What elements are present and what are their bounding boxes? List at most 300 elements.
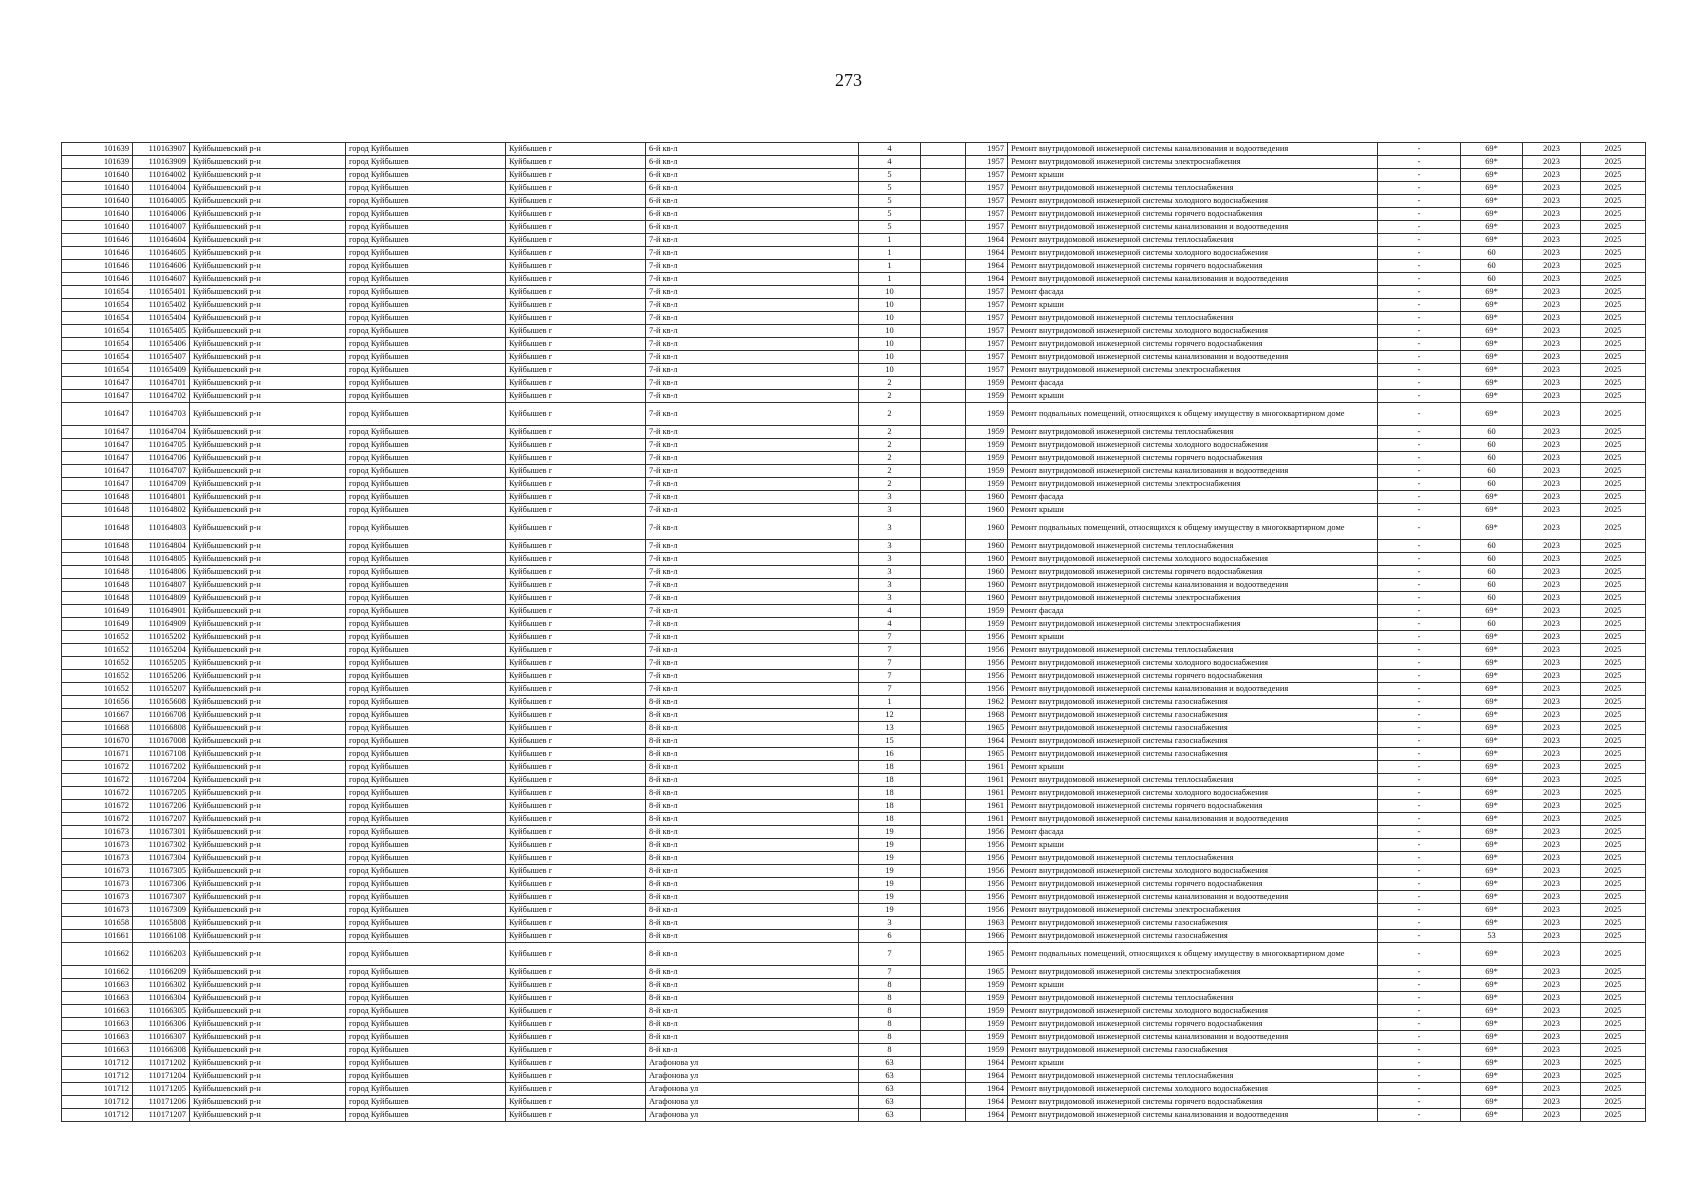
cost-value-cell: 69* [1461, 517, 1523, 540]
house-number-cell: 63 [859, 1109, 921, 1122]
cost-value-cell: 60 [1461, 273, 1523, 286]
house-number-cell: 5 [859, 169, 921, 182]
building-letter-cell [921, 338, 966, 351]
table-row [62, 1018, 1646, 1031]
house-number-cell: 16 [859, 748, 921, 761]
start-year-cell: 2023 [1523, 891, 1581, 904]
district-cell: Куйбышевский р-н [190, 439, 346, 452]
dash-value-cell: - [1378, 273, 1461, 286]
end-year-cell: 2025 [1581, 325, 1646, 338]
construction-year-cell: 1957 [966, 169, 1008, 182]
district-cell: Куйбышевский р-н [190, 221, 346, 234]
settlement-cell: город Куйбышев [346, 992, 506, 1005]
street-cell: 8-й кв-л [646, 979, 859, 992]
district-cell: Куйбышевский р-н [190, 709, 346, 722]
work-type-cell: Ремонт внутридомовой инженерной системы газоснабжения [1008, 748, 1378, 761]
start-year-cell: 2023 [1523, 878, 1581, 891]
house-number-cell: 10 [859, 338, 921, 351]
table-row [62, 208, 1646, 221]
district-cell: Куйбышевский р-н [190, 774, 346, 787]
record-number-cell: 101652 [62, 644, 133, 657]
work-code-cell: 110165202 [133, 631, 190, 644]
dash-value-cell: - [1378, 852, 1461, 865]
building-letter-cell [921, 1083, 966, 1096]
building-letter-cell [921, 1031, 966, 1044]
settlement-cell: город Куйбышев [346, 403, 506, 426]
start-year-cell: 2023 [1523, 943, 1581, 966]
table-row [62, 735, 1646, 748]
table-row [62, 299, 1646, 312]
building-letter-cell [921, 774, 966, 787]
work-type-cell: Ремонт внутридомовой инженерной системы горячего водоснабжения [1008, 566, 1378, 579]
locality-cell: Куйбышев г [506, 943, 646, 966]
street-cell: 8-й кв-л [646, 992, 859, 1005]
locality-cell: Куйбышев г [506, 966, 646, 979]
start-year-cell: 2023 [1523, 312, 1581, 325]
record-number-cell: 101654 [62, 364, 133, 377]
settlement-cell: город Куйбышев [346, 966, 506, 979]
street-cell: 8-й кв-л [646, 735, 859, 748]
building-letter-cell [921, 979, 966, 992]
construction-year-cell: 1964 [966, 234, 1008, 247]
locality-cell: Куйбышев г [506, 709, 646, 722]
settlement-cell: город Куйбышев [346, 1044, 506, 1057]
street-cell: 6-й кв-л [646, 156, 859, 169]
start-year-cell: 2023 [1523, 143, 1581, 156]
building-letter-cell [921, 325, 966, 338]
district-cell: Куйбышевский р-н [190, 644, 346, 657]
start-year-cell: 2023 [1523, 696, 1581, 709]
dash-value-cell: - [1378, 579, 1461, 592]
work-type-cell: Ремонт внутридомовой инженерной системы канализования и водоотведения [1008, 579, 1378, 592]
table-row [62, 491, 1646, 504]
table-row [62, 517, 1646, 540]
work-type-cell: Ремонт внутридомовой инженерной системы горячего водоснабжения [1008, 878, 1378, 891]
settlement-cell: город Куйбышев [346, 478, 506, 491]
work-code-cell: 110164002 [133, 169, 190, 182]
construction-year-cell: 1960 [966, 517, 1008, 540]
street-cell: 8-й кв-л [646, 1018, 859, 1031]
start-year-cell: 2023 [1523, 618, 1581, 631]
street-cell: 8-й кв-л [646, 709, 859, 722]
dash-value-cell: - [1378, 644, 1461, 657]
locality-cell: Куйбышев г [506, 452, 646, 465]
district-cell: Куйбышевский р-н [190, 839, 346, 852]
start-year-cell: 2023 [1523, 1018, 1581, 1031]
start-year-cell: 2023 [1523, 325, 1581, 338]
dash-value-cell: - [1378, 478, 1461, 491]
work-code-cell: 110166306 [133, 1018, 190, 1031]
dash-value-cell: - [1378, 826, 1461, 839]
dash-value-cell: - [1378, 403, 1461, 426]
cost-value-cell: 69* [1461, 377, 1523, 390]
dash-value-cell: - [1378, 813, 1461, 826]
building-letter-cell [921, 234, 966, 247]
settlement-cell: город Куйбышев [346, 260, 506, 273]
locality-cell: Куйбышев г [506, 917, 646, 930]
house-number-cell: 2 [859, 478, 921, 491]
table-row [62, 234, 1646, 247]
house-number-cell: 2 [859, 403, 921, 426]
building-letter-cell [921, 439, 966, 452]
house-number-cell: 3 [859, 540, 921, 553]
table-row [62, 891, 1646, 904]
building-letter-cell [921, 865, 966, 878]
settlement-cell: город Куйбышев [346, 426, 506, 439]
work-code-cell: 110164706 [133, 452, 190, 465]
work-code-cell: 110167301 [133, 826, 190, 839]
dash-value-cell: - [1378, 553, 1461, 566]
work-type-cell: Ремонт внутридомовой инженерной системы канализования и водоотведения [1008, 813, 1378, 826]
cost-value-cell: 69* [1461, 605, 1523, 618]
construction-year-cell: 1956 [966, 826, 1008, 839]
locality-cell: Куйбышев г [506, 169, 646, 182]
end-year-cell: 2025 [1581, 670, 1646, 683]
work-code-cell: 110163909 [133, 156, 190, 169]
dash-value-cell: - [1378, 1057, 1461, 1070]
settlement-cell: город Куйбышев [346, 592, 506, 605]
end-year-cell: 2025 [1581, 566, 1646, 579]
cost-value-cell: 69* [1461, 683, 1523, 696]
work-type-cell: Ремонт фасада [1008, 286, 1378, 299]
building-letter-cell [921, 891, 966, 904]
start-year-cell: 2023 [1523, 735, 1581, 748]
district-cell: Куйбышевский р-н [190, 813, 346, 826]
construction-year-cell: 1959 [966, 465, 1008, 478]
district-cell: Куйбышевский р-н [190, 800, 346, 813]
district-cell: Куйбышевский р-н [190, 722, 346, 735]
locality-cell: Куйбышев г [506, 517, 646, 540]
cost-value-cell: 60 [1461, 592, 1523, 605]
building-letter-cell [921, 943, 966, 966]
record-number-cell: 101654 [62, 351, 133, 364]
street-cell: 7-й кв-л [646, 465, 859, 478]
dash-value-cell: - [1378, 1031, 1461, 1044]
cost-value-cell: 69* [1461, 644, 1523, 657]
street-cell: 8-й кв-л [646, 787, 859, 800]
work-code-cell: 110164807 [133, 579, 190, 592]
record-number-cell: 101672 [62, 774, 133, 787]
street-cell: 8-й кв-л [646, 696, 859, 709]
dash-value-cell: - [1378, 452, 1461, 465]
start-year-cell: 2023 [1523, 156, 1581, 169]
district-cell: Куйбышевский р-н [190, 234, 346, 247]
district-cell: Куйбышевский р-н [190, 992, 346, 1005]
record-number-cell: 101648 [62, 491, 133, 504]
dash-value-cell: - [1378, 286, 1461, 299]
end-year-cell: 2025 [1581, 1057, 1646, 1070]
house-number-cell: 1 [859, 234, 921, 247]
building-letter-cell [921, 504, 966, 517]
locality-cell: Куйбышев г [506, 553, 646, 566]
work-type-cell: Ремонт внутридомовой инженерной системы канализования и водоотведения [1008, 1031, 1378, 1044]
table-row [62, 465, 1646, 478]
work-code-cell: 110164801 [133, 491, 190, 504]
end-year-cell: 2025 [1581, 260, 1646, 273]
dash-value-cell: - [1378, 338, 1461, 351]
settlement-cell: город Куйбышев [346, 208, 506, 221]
table-row [62, 286, 1646, 299]
record-number-cell: 101640 [62, 221, 133, 234]
locality-cell: Куйбышев г [506, 1044, 646, 1057]
building-letter-cell [921, 286, 966, 299]
record-number-cell: 101646 [62, 260, 133, 273]
settlement-cell: город Куйбышев [346, 351, 506, 364]
construction-year-cell: 1959 [966, 403, 1008, 426]
street-cell: 6-й кв-л [646, 208, 859, 221]
district-cell: Куйбышевский р-н [190, 504, 346, 517]
district-cell: Куйбышевский р-н [190, 943, 346, 966]
cost-value-cell: 69* [1461, 169, 1523, 182]
record-number-cell: 101672 [62, 787, 133, 800]
work-type-cell: Ремонт внутридомовой инженерной системы газоснабжения [1008, 735, 1378, 748]
cost-value-cell: 69* [1461, 709, 1523, 722]
work-type-cell: Ремонт внутридомовой инженерной системы электроснабжения [1008, 364, 1378, 377]
work-type-cell: Ремонт внутридомовой инженерной системы горячего водоснабжения [1008, 338, 1378, 351]
locality-cell: Куйбышев г [506, 312, 646, 325]
record-number-cell: 101647 [62, 390, 133, 403]
dash-value-cell: - [1378, 260, 1461, 273]
street-cell: 7-й кв-л [646, 566, 859, 579]
district-cell: Куйбышевский р-н [190, 865, 346, 878]
work-type-cell: Ремонт внутридомовой инженерной системы канализования и водоотведения [1008, 683, 1378, 696]
construction-year-cell: 1968 [966, 709, 1008, 722]
district-cell: Куйбышевский р-н [190, 338, 346, 351]
dash-value-cell: - [1378, 787, 1461, 800]
building-letter-cell [921, 839, 966, 852]
cost-value-cell: 69* [1461, 992, 1523, 1005]
table-row [62, 943, 1646, 966]
locality-cell: Куйбышев г [506, 579, 646, 592]
dash-value-cell: - [1378, 221, 1461, 234]
record-number-cell: 101671 [62, 748, 133, 761]
start-year-cell: 2023 [1523, 1005, 1581, 1018]
work-type-cell: Ремонт фасада [1008, 377, 1378, 390]
district-cell: Куйбышевский р-н [190, 696, 346, 709]
construction-year-cell: 1959 [966, 478, 1008, 491]
construction-year-cell: 1957 [966, 299, 1008, 312]
locality-cell: Куйбышев г [506, 904, 646, 917]
district-cell: Куйбышевский р-н [190, 540, 346, 553]
district-cell: Куйбышевский р-н [190, 930, 346, 943]
record-number-cell: 101648 [62, 517, 133, 540]
construction-year-cell: 1966 [966, 930, 1008, 943]
work-code-cell: 110164604 [133, 234, 190, 247]
start-year-cell: 2023 [1523, 452, 1581, 465]
house-number-cell: 6 [859, 930, 921, 943]
district-cell: Куйбышевский р-н [190, 618, 346, 631]
table-row [62, 156, 1646, 169]
district-cell: Куйбышевский р-н [190, 403, 346, 426]
settlement-cell: город Куйбышев [346, 904, 506, 917]
cost-value-cell: 69* [1461, 787, 1523, 800]
work-code-cell: 110166305 [133, 1005, 190, 1018]
end-year-cell: 2025 [1581, 517, 1646, 540]
locality-cell: Куйбышев г [506, 722, 646, 735]
house-number-cell: 10 [859, 351, 921, 364]
end-year-cell: 2025 [1581, 979, 1646, 992]
start-year-cell: 2023 [1523, 813, 1581, 826]
settlement-cell: город Куйбышев [346, 195, 506, 208]
end-year-cell: 2025 [1581, 930, 1646, 943]
work-type-cell: Ремонт внутридомовой инженерной системы горячего водоснабжения [1008, 208, 1378, 221]
building-letter-cell [921, 566, 966, 579]
end-year-cell: 2025 [1581, 491, 1646, 504]
building-letter-cell [921, 1096, 966, 1109]
work-code-cell: 110165406 [133, 338, 190, 351]
locality-cell: Куйбышев г [506, 1031, 646, 1044]
locality-cell: Куйбышев г [506, 1005, 646, 1018]
work-type-cell: Ремонт крыши [1008, 761, 1378, 774]
record-number-cell: 101673 [62, 865, 133, 878]
work-code-cell: 110166304 [133, 992, 190, 1005]
table-row [62, 904, 1646, 917]
construction-year-cell: 1964 [966, 1109, 1008, 1122]
locality-cell: Куйбышев г [506, 465, 646, 478]
street-cell: 6-й кв-л [646, 169, 859, 182]
work-type-cell: Ремонт внутридомовой инженерной системы теплоснабжения [1008, 234, 1378, 247]
settlement-cell: город Куйбышев [346, 917, 506, 930]
locality-cell: Куйбышев г [506, 891, 646, 904]
record-number-cell: 101673 [62, 826, 133, 839]
street-cell: 7-й кв-л [646, 644, 859, 657]
locality-cell: Куйбышев г [506, 787, 646, 800]
work-type-cell: Ремонт внутридомовой инженерной системы горячего водоснабжения [1008, 1096, 1378, 1109]
dash-value-cell: - [1378, 696, 1461, 709]
cost-value-cell: 69* [1461, 491, 1523, 504]
building-letter-cell [921, 696, 966, 709]
settlement-cell: город Куйбышев [346, 143, 506, 156]
house-number-cell: 2 [859, 452, 921, 465]
settlement-cell: город Куйбышев [346, 1031, 506, 1044]
dash-value-cell: - [1378, 390, 1461, 403]
house-number-cell: 4 [859, 156, 921, 169]
work-code-cell: 110165409 [133, 364, 190, 377]
locality-cell: Куйбышев г [506, 992, 646, 1005]
start-year-cell: 2023 [1523, 1044, 1581, 1057]
work-code-cell: 110164702 [133, 390, 190, 403]
end-year-cell: 2025 [1581, 683, 1646, 696]
settlement-cell: город Куйбышев [346, 156, 506, 169]
work-code-cell: 110164005 [133, 195, 190, 208]
work-type-cell: Ремонт внутридомовой инженерной системы холодного водоснабжения [1008, 247, 1378, 260]
table-row [62, 312, 1646, 325]
building-letter-cell [921, 683, 966, 696]
end-year-cell: 2025 [1581, 826, 1646, 839]
street-cell: 7-й кв-л [646, 299, 859, 312]
start-year-cell: 2023 [1523, 683, 1581, 696]
record-number-cell: 101640 [62, 208, 133, 221]
district-cell: Куйбышевский р-н [190, 1083, 346, 1096]
locality-cell: Куйбышев г [506, 403, 646, 426]
construction-year-cell: 1957 [966, 286, 1008, 299]
work-code-cell: 110166307 [133, 1031, 190, 1044]
building-letter-cell [921, 644, 966, 657]
house-number-cell: 3 [859, 917, 921, 930]
street-cell: 7-й кв-л [646, 683, 859, 696]
table-row [62, 221, 1646, 234]
end-year-cell: 2025 [1581, 774, 1646, 787]
record-number-cell: 101646 [62, 273, 133, 286]
settlement-cell: город Куйбышев [346, 813, 506, 826]
cost-value-cell: 69* [1461, 761, 1523, 774]
street-cell: 8-й кв-л [646, 904, 859, 917]
table-row [62, 579, 1646, 592]
dash-value-cell: - [1378, 364, 1461, 377]
house-number-cell: 18 [859, 800, 921, 813]
construction-year-cell: 1965 [966, 966, 1008, 979]
building-letter-cell [921, 1057, 966, 1070]
cost-value-cell: 69* [1461, 891, 1523, 904]
start-year-cell: 2023 [1523, 553, 1581, 566]
dash-value-cell: - [1378, 247, 1461, 260]
locality-cell: Куйбышев г [506, 491, 646, 504]
street-cell: 8-й кв-л [646, 891, 859, 904]
table-row [62, 143, 1646, 156]
end-year-cell: 2025 [1581, 478, 1646, 491]
record-number-cell: 101647 [62, 426, 133, 439]
district-cell: Куйбышевский р-н [190, 657, 346, 670]
settlement-cell: город Куйбышев [346, 273, 506, 286]
dash-value-cell: - [1378, 195, 1461, 208]
house-number-cell: 3 [859, 491, 921, 504]
end-year-cell: 2025 [1581, 1044, 1646, 1057]
settlement-cell: город Куйбышев [346, 364, 506, 377]
start-year-cell: 2023 [1523, 839, 1581, 852]
locality-cell: Куйбышев г [506, 592, 646, 605]
table-row [62, 657, 1646, 670]
locality-cell: Куйбышев г [506, 930, 646, 943]
record-number-cell: 101654 [62, 325, 133, 338]
start-year-cell: 2023 [1523, 657, 1581, 670]
construction-year-cell: 1965 [966, 943, 1008, 966]
record-number-cell: 101712 [62, 1096, 133, 1109]
building-letter-cell [921, 1044, 966, 1057]
house-number-cell: 10 [859, 312, 921, 325]
settlement-cell: город Куйбышев [346, 1109, 506, 1122]
work-type-cell: Ремонт внутридомовой инженерной системы электроснабжения [1008, 478, 1378, 491]
settlement-cell: город Куйбышев [346, 182, 506, 195]
construction-year-cell: 1957 [966, 156, 1008, 169]
locality-cell: Куйбышев г [506, 504, 646, 517]
start-year-cell: 2023 [1523, 234, 1581, 247]
building-letter-cell [921, 426, 966, 439]
street-cell: 7-й кв-л [646, 364, 859, 377]
street-cell: 8-й кв-л [646, 748, 859, 761]
end-year-cell: 2025 [1581, 390, 1646, 403]
construction-year-cell: 1957 [966, 195, 1008, 208]
street-cell: 7-й кв-л [646, 657, 859, 670]
settlement-cell: город Куйбышев [346, 338, 506, 351]
record-number-cell: 101656 [62, 696, 133, 709]
street-cell: 7-й кв-л [646, 426, 859, 439]
street-cell: 7-й кв-л [646, 338, 859, 351]
street-cell: 8-й кв-л [646, 1005, 859, 1018]
cost-value-cell: 69* [1461, 364, 1523, 377]
end-year-cell: 2025 [1581, 748, 1646, 761]
street-cell: 7-й кв-л [646, 670, 859, 683]
work-code-cell: 110164809 [133, 592, 190, 605]
street-cell: Агафонова ул [646, 1109, 859, 1122]
start-year-cell: 2023 [1523, 1109, 1581, 1122]
table-row [62, 605, 1646, 618]
street-cell: 8-й кв-л [646, 826, 859, 839]
district-cell: Куйбышевский р-н [190, 1031, 346, 1044]
street-cell: 8-й кв-л [646, 1044, 859, 1057]
cost-value-cell: 69* [1461, 286, 1523, 299]
construction-year-cell: 1959 [966, 992, 1008, 1005]
house-number-cell: 8 [859, 992, 921, 1005]
